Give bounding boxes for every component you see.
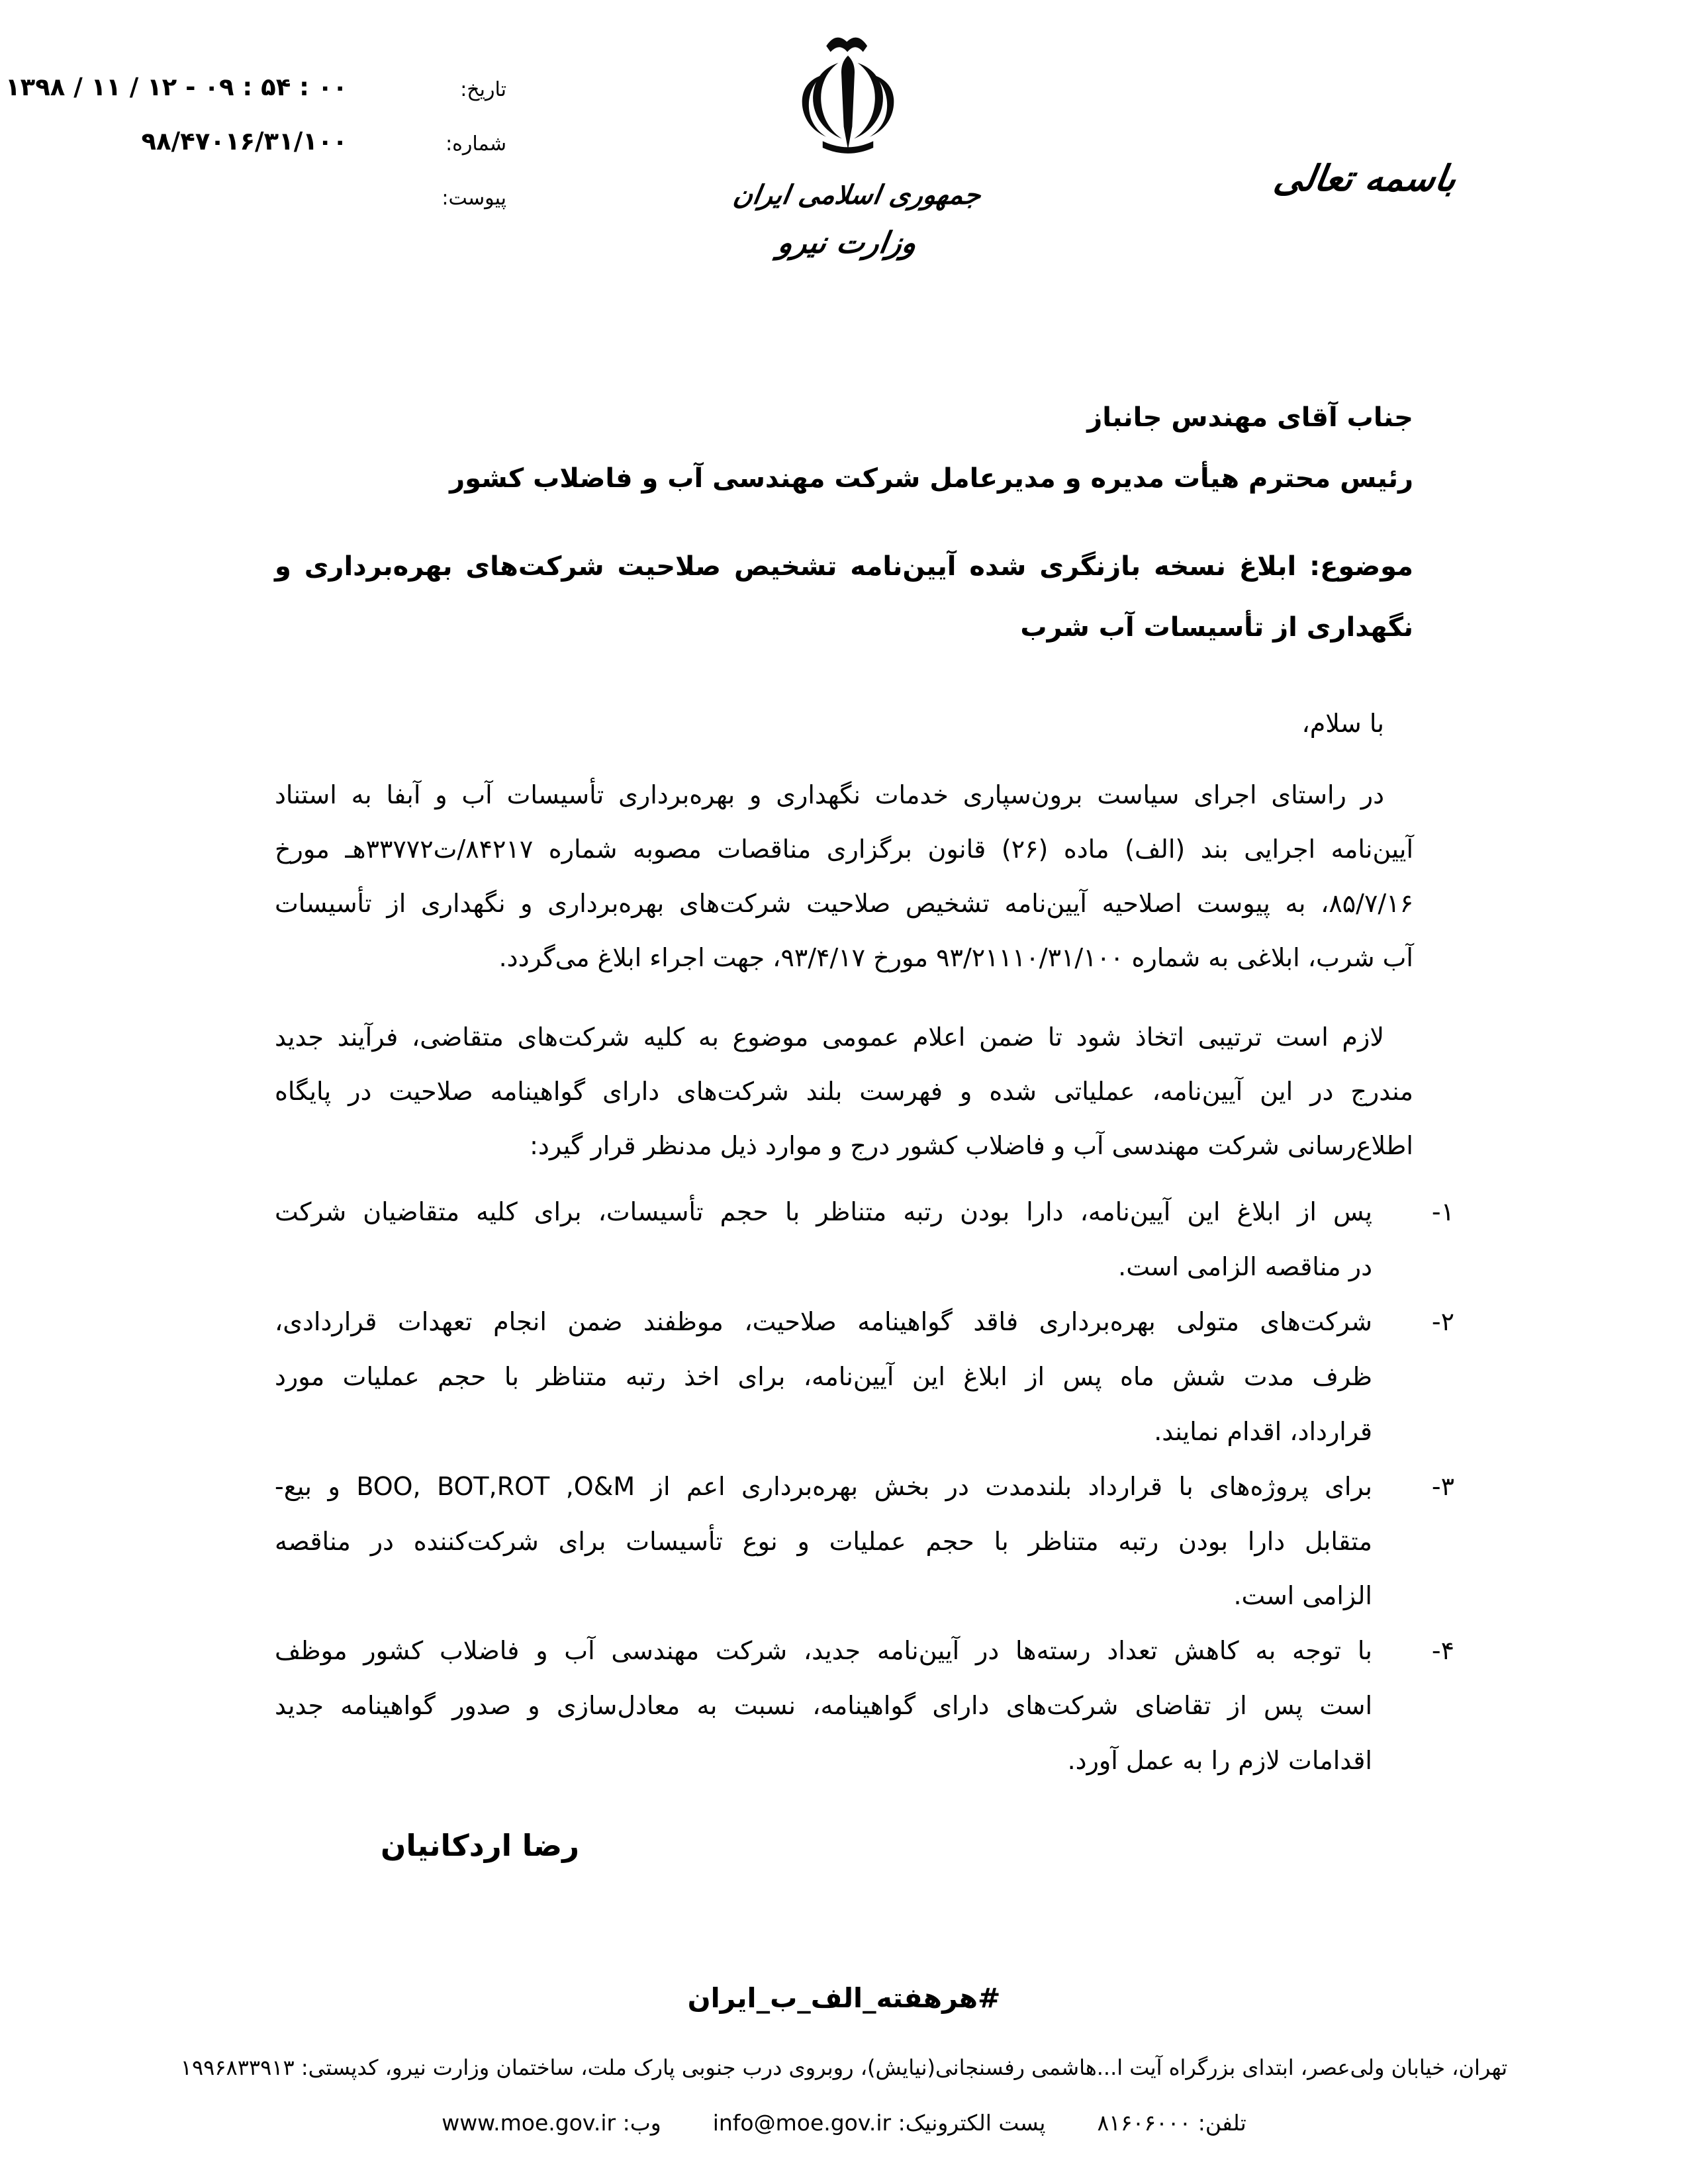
footer-contact xyxy=(0,2110,1688,2136)
phone-value: ۸۱۶۰۶۰۰۰ xyxy=(1097,2110,1192,2136)
list-item-2-text: شرکت‌های متولی بهره‌برداری فاقد گواهینامه صلاحیت، موظفند ضمن انجام تعهدات قراردادی، xyxy=(275,1307,1372,1336)
number-row xyxy=(63,120,506,175)
list-item-3-line-3: الزامی است. xyxy=(1233,1581,1372,1610)
list-item-4-number: ۴- xyxy=(1431,1636,1454,1665)
list-item-1-line-1 xyxy=(275,1185,1454,1239)
signature-name: رضا اردکانیان xyxy=(380,1828,579,1863)
list-item-1-number: ۱- xyxy=(1431,1197,1454,1226)
paragraph-1-line-3: ۸۵/۷/۱۶، به پیوست اصلاحیه آیین‌نامه تشخیص صلاحیت شرکت‌های بهره‌برداری و نگهداری از تأسیسات xyxy=(275,889,1413,918)
paragraph-1-line-2: آیین‌نامه اجرایی بند (الف) ماده (۲۶) قانون برگزاری مناقصات مصوبه شماره ۸۴۲۱۷/ت۳۳۷۷۲هـ مورخ xyxy=(275,835,1414,864)
list-item-1-line-2: در مناقصه الزامی است. xyxy=(1118,1252,1372,1281)
list-item-3-text: برای پروژه‌های با قرارداد بلندمدت در بخش بهره‌برداری اعم از BOO, BOT,ROT ,O&M و بیع- xyxy=(275,1472,1372,1501)
list-item-2-number: ۲- xyxy=(1431,1307,1454,1336)
footer-email xyxy=(713,2110,1046,2136)
phone-label: تلفن: xyxy=(1197,2110,1246,2136)
salutation: با سلام، xyxy=(1301,709,1384,738)
letter-meta-block xyxy=(5,66,506,229)
list-item-4-line-2: است پس از تقاضای شرکت‌های دارای گواهینامه، نسبت به معادل‌سازی و صدور گواهینامه جدید xyxy=(275,1691,1372,1720)
number-value: ۹۸/۴۷۰۱۶/۳۱/۱۰۰ xyxy=(141,127,348,156)
number-label: شماره: xyxy=(445,132,506,156)
paragraph-1-line-4: آب شرب، ابلاغی به شماره ۹۳/۲۱۱۱۰/۳۱/۱۰۰ مورخ ۹۳/۴/۱۷، جهت اجراء ابلاغ می‌گردد. xyxy=(498,943,1413,972)
recipient-title: رئیس محترم هیأت مدیره و مدیرعامل شرکت مهندسی آب و فاضلاب کشور xyxy=(449,463,1413,494)
footer-web xyxy=(442,2110,661,2136)
date-label: تاریخ: xyxy=(460,78,506,101)
paragraph-2-line-2: مندرج در این آیین‌نامه، عملیاتی شده و فهرست بلند شرکت‌های دارای گواهینامه صلاحیت در پایگاه xyxy=(275,1077,1413,1106)
footer-address: تهران، خیابان ولی‌عصر، ابتدای بزرگراه آیت ا...هاشمی رفسنجانی(نیایش)، روبروی درب جنوبی پارک ملت، ساختمان وزارت نیرو، کدپستی: ۱۹۹۶۸۳۳۹۱۳ xyxy=(180,2055,1508,2080)
subject-line-2: نگهداری از تأسیسات آب شرب xyxy=(1020,612,1413,643)
paragraph-1-line-1: در راستای اجرای سیاست برون‌سپاری خدمات نگهداری و بهره‌برداری تأسیسات آب و آبفا به استناد xyxy=(275,780,1384,809)
list-item-2-line-3: قرارداد، اقدام نمایند. xyxy=(1154,1417,1372,1446)
paragraph-2-line-3: اطلاع‌رسانی شرکت مهندسی آب و فاضلاب کشور درج و موارد ذیل مدنظر قرار گیرد: xyxy=(530,1131,1413,1160)
list-item-2-line-1 xyxy=(275,1295,1454,1349)
list-item-3-line-1 xyxy=(275,1459,1454,1514)
bismillah-calligraphy: باسمه تعالی xyxy=(1271,158,1460,199)
web-value: www.moe.gov.ir xyxy=(442,2110,616,2136)
campaign-hashtag: #هرهفته_الف_ب_ایران xyxy=(687,1982,1001,2014)
list-item-1-text: پس از ابلاغ این آیین‌نامه، دارا بودن رتبه متناظر با حجم تأسیسات، برای کلیه متقاضیان شرکت xyxy=(275,1197,1372,1226)
list-item-4-text: با توجه به کاهش تعداد رسته‌ها در آیین‌نامه جدید، شرکت مهندسی آب و فاضلاب کشور موظف xyxy=(275,1636,1372,1665)
attachment-label: پیوست: xyxy=(442,187,506,210)
date-row xyxy=(5,66,506,120)
letterhead-emblem-block xyxy=(731,28,984,260)
emblem-ministry-name: وزارت نیرو xyxy=(776,225,919,260)
iran-coat-of-arms-icon xyxy=(788,28,908,177)
attachment-row xyxy=(63,175,506,229)
web-label: وب: xyxy=(622,2110,661,2136)
list-item-4-line-1 xyxy=(275,1623,1454,1678)
emblem-country-name: جمهوری اسلامی ایران xyxy=(731,180,984,210)
list-item-2-line-2: ظرف مدت شش ماه پس از ابلاغ این آیین‌نامه، برای اخذ رتبه متناظر با حجم عملیات مورد xyxy=(275,1362,1372,1391)
list-item-4-line-3: اقدامات لازم را به عمل آورد. xyxy=(1067,1746,1372,1775)
subject-line-1: موضوع: ابلاغ نسخه بازنگری شده آیین‌نامه تشخیص صلاحیت شرکت‌های بهره‌برداری و xyxy=(275,551,1413,582)
list-item-3-line-2: متقابل دارا بودن رتبه متناظر با حجم عملیات و نوع تأسیسات برای شرکت‌کننده در مناقصه xyxy=(275,1527,1372,1556)
paragraph-2-line-1: لازم است ترتیبی اتخاذ شود تا ضمن اعلام عمومی موضوع به کلیه شرکت‌های متقاضی، فرآیند جدید xyxy=(275,1023,1384,1052)
date-value: ۱۳۹۸ / ۱۱ / ۱۲ - ۰۹ : ۵۴ : ۰۰ xyxy=(5,73,348,101)
email-value: info@moe.gov.ir xyxy=(712,2110,892,2136)
list-item-3-number: ۳- xyxy=(1431,1472,1454,1501)
recipient-name: جناب آقای مهندس جانباز xyxy=(1087,402,1413,433)
footer-phone xyxy=(1097,2110,1246,2136)
email-label: پست الکترونیک: xyxy=(898,2110,1046,2136)
